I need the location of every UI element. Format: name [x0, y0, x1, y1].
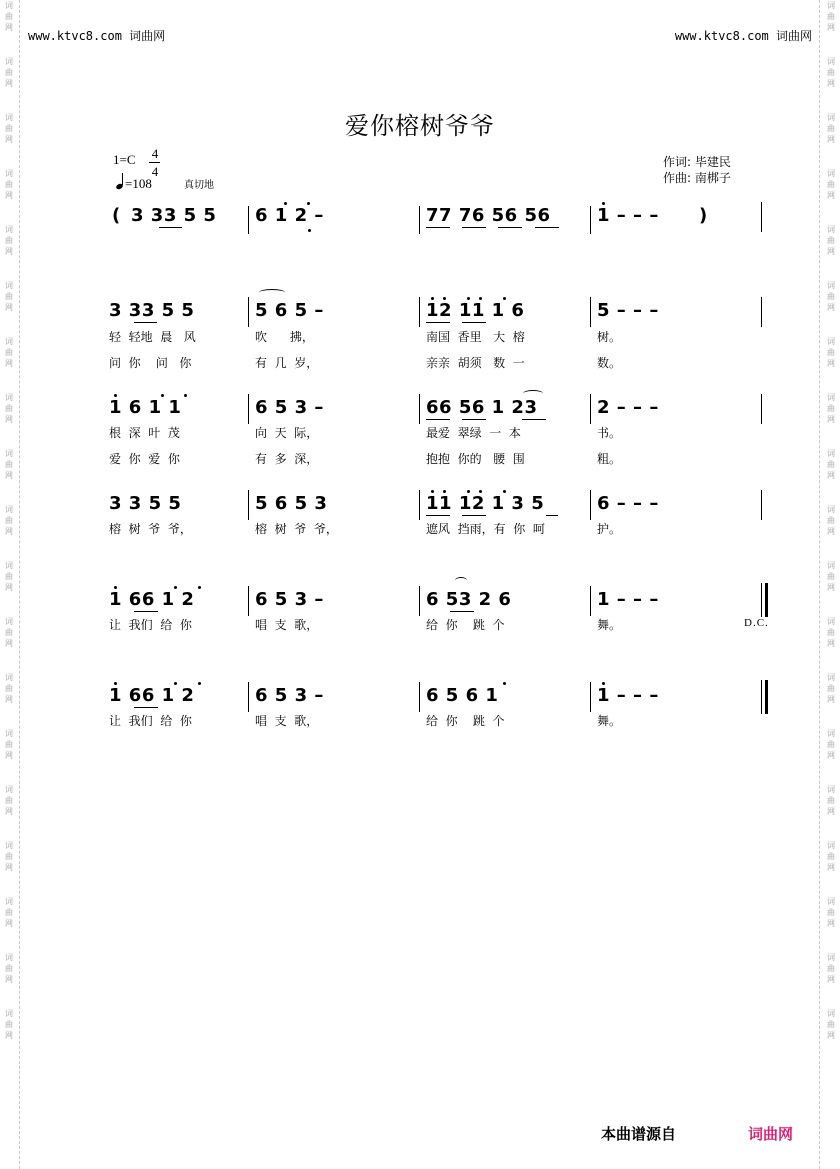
barline: [761, 297, 762, 327]
intro-measure-2: 6 1 2 –: [255, 205, 324, 226]
line1-lyric-v2-m1: 问 你 问 你: [109, 356, 192, 370]
line2-measure-4: 2 – – –: [597, 397, 659, 418]
watermark-text: 词 曲 网: [5, 673, 13, 704]
tie-slur: [523, 390, 543, 397]
watermark-text: 词 曲 网: [5, 281, 13, 312]
intro-close-paren: ): [699, 205, 708, 226]
watermark-text: 词 曲 网: [5, 169, 13, 200]
tie-slur: [259, 289, 285, 296]
line3-lyric-v1-m3: 遮风 挡雨，有 你 呵: [426, 522, 545, 536]
watermark-text: 词 曲 网: [827, 617, 835, 648]
final-barline-thin: [761, 680, 762, 714]
watermark-text: 词 曲 网: [5, 953, 13, 984]
barline: [761, 490, 762, 520]
tie-slur: [455, 577, 467, 584]
composer-credit: 作曲: 南梆子: [663, 171, 731, 185]
barline: [248, 490, 249, 520]
watermark-text: 词 曲 网: [827, 337, 835, 368]
line2-lyric-v1-m2: 向 天 际，: [255, 426, 319, 440]
line2-lyric-v2-m1: 爱 你 爱 你: [109, 452, 180, 466]
line1-lyric-v2-m4: 数。: [597, 356, 622, 370]
barline: [248, 297, 249, 327]
line3-measure-3: 11 12 1 3 5: [426, 493, 545, 514]
watermark-text: 词 曲 网: [827, 225, 835, 256]
intro-measure-4: 1 – – –: [597, 205, 659, 226]
page-edge-right: [819, 0, 820, 1169]
line5-measure-3: 6 5 6 1: [426, 685, 499, 706]
watermark-text: 词 曲 网: [5, 785, 13, 816]
line3-lyric-v1-m4: 护。: [597, 522, 622, 536]
watermark-column-right: [824, 0, 838, 1064]
tempo-marking: [116, 176, 152, 192]
watermark-text: 词 曲 网: [827, 169, 835, 200]
watermark-text: 词 曲 网: [827, 1009, 835, 1040]
watermark-text: 词 曲 网: [5, 393, 13, 424]
watermark-text: 词 曲 网: [5, 1009, 13, 1040]
watermark-column-left: [2, 0, 16, 1064]
line1-lyric-v1-m1: 轻 轻地 晨 风: [109, 330, 196, 344]
watermark-text: 词 曲 网: [827, 113, 835, 144]
watermark-text: 词 曲 网: [5, 617, 13, 648]
watermark-text: 词 曲 网: [5, 561, 13, 592]
line2-lyric-v1-m1: 根 深 叶 茂: [109, 426, 180, 440]
barline: [590, 394, 591, 424]
barline: [419, 206, 420, 234]
line2-lyric-v2-m2: 有 多 深，: [255, 452, 319, 466]
watermark-text: 词 曲 网: [827, 505, 835, 536]
barline: [248, 394, 249, 424]
watermark-text: 词 曲 网: [827, 785, 835, 816]
watermark-text: 词 曲 网: [5, 449, 13, 480]
barline: [248, 586, 249, 616]
line1-measure-4: 5 – – –: [597, 300, 659, 321]
time-signature-bottom: 4: [151, 164, 159, 179]
line1-lyric-v1-m2: 吹 拂，: [255, 330, 314, 344]
line5-measure-1: 1 66 1 2: [109, 685, 195, 706]
line3-lyric-v1-m2: 榕 树 爷 爷，: [255, 522, 338, 536]
watermark-text: 词 曲 网: [5, 729, 13, 760]
final-barline-thick: [765, 583, 768, 617]
line5-measure-4: 1 – – –: [597, 685, 659, 706]
line4-measure-2: 6 5 3 –: [255, 589, 324, 610]
watermark-text: 词 曲 网: [827, 1, 835, 32]
barline: [590, 490, 591, 520]
line2-lyric-v2-m4: 粗。: [597, 452, 622, 466]
line2-lyric-v1-m4: 书。: [597, 426, 622, 440]
watermark-text: 词 曲 网: [5, 225, 13, 256]
intro-measure-1: 3 33 5 5: [131, 205, 217, 226]
barline: [248, 682, 249, 712]
da-capo-marking: D.C.: [744, 617, 769, 629]
line4-lyric-v1-m4: 舞。: [597, 618, 622, 632]
line5-lyric-v1-m1: 让 我们 给 你: [109, 714, 192, 728]
watermark-text: 词 曲 网: [827, 841, 835, 872]
watermark-text: 词 曲 网: [5, 897, 13, 928]
barline: [590, 297, 591, 327]
line5-lyric-v1-m3: 给 你 跳 个: [426, 714, 505, 728]
lyricist-credit: 作词: 毕建民: [663, 155, 731, 169]
final-barline-thin: [761, 583, 762, 617]
time-signature-top: 4: [151, 146, 159, 161]
barline: [248, 206, 249, 234]
line1-measure-2: 5 6 5 –: [255, 300, 324, 321]
barline: [419, 490, 420, 520]
line2-measure-2: 6 5 3 –: [255, 397, 324, 418]
line3-measure-1: 3 3 5 5: [109, 493, 182, 514]
header-site-left[interactable]: www.ktvc8.com 词曲网: [28, 29, 166, 43]
page-edge-left: [19, 0, 20, 1169]
intro-open-paren: (: [112, 205, 121, 226]
barline: [590, 682, 591, 712]
barline: [761, 202, 762, 232]
footer-source-text: 本曲谱源自: [601, 1125, 677, 1143]
line1-lyric-v2-m2: 有 几 岁，: [255, 356, 319, 370]
barline: [761, 394, 762, 424]
line1-lyric-v1-m3: 南国 香里 大 榕: [426, 330, 525, 344]
line3-measure-4: 6 – – –: [597, 493, 659, 514]
line3-measure-2: 5 6 5 3: [255, 493, 328, 514]
watermark-text: 词 曲 网: [5, 841, 13, 872]
line5-lyric-v1-m2: 唱 支 歌，: [255, 714, 319, 728]
watermark-text: 词 曲 网: [827, 449, 835, 480]
line5-lyric-v1-m4: 舞。: [597, 714, 622, 728]
header-site-right[interactable]: www.ktvc8.com 词曲网: [674, 29, 812, 43]
line2-lyric-v2-m3: 抱抱 你的 腰 围: [426, 452, 525, 466]
watermark-text: 词 曲 网: [827, 561, 835, 592]
tempo-value: =108: [125, 176, 152, 191]
footer-brand-link[interactable]: 词曲网: [748, 1125, 794, 1143]
watermark-text: 词 曲 网: [827, 897, 835, 928]
line4-measure-4: 1 – – –: [597, 589, 659, 610]
watermark-text: 词 曲 网: [827, 57, 835, 88]
line5-measure-2: 6 5 3 –: [255, 685, 324, 706]
key-signature: 1=C: [113, 152, 136, 167]
line4-lyric-v1-m2: 唱 支 歌，: [255, 618, 319, 632]
watermark-text: 词 曲 网: [827, 953, 835, 984]
watermark-text: 词 曲 网: [5, 1, 13, 32]
line4-measure-3: 6 53 2 6: [426, 589, 512, 610]
line4-lyric-v1-m1: 让 我们 给 你: [109, 618, 192, 632]
time-signature-divider: [149, 162, 160, 163]
barline: [419, 682, 420, 712]
line1-lyric-v1-m4: 树。: [597, 330, 622, 344]
watermark-text: 词 曲 网: [827, 393, 835, 424]
line2-measure-3: 66 56 1 23: [426, 397, 538, 418]
line1-measure-3: 12 11 1 6: [426, 300, 525, 321]
expression-marking: 真切地: [184, 180, 214, 191]
watermark-text: 词 曲 网: [5, 505, 13, 536]
line4-measure-1: 1 66 1 2: [109, 589, 195, 610]
watermark-text: 词 曲 网: [5, 113, 13, 144]
barline: [419, 297, 420, 327]
line3-lyric-v1-m1: 榕 树 爷 爷，: [109, 522, 192, 536]
watermark-text: 词 曲 网: [5, 337, 13, 368]
line4-lyric-v1-m3: 给 你 跳 个: [426, 618, 505, 632]
line2-lyric-v1-m3: 最爱 翠绿 一 本: [426, 426, 521, 440]
barline: [590, 586, 591, 616]
barline: [419, 586, 420, 616]
line1-lyric-v2-m3: 亲亲 胡须 数 一: [426, 356, 525, 370]
watermark-text: 词 曲 网: [827, 729, 835, 760]
watermark-text: 词 曲 网: [827, 281, 835, 312]
intro-measure-3: 77 76 56 56: [426, 205, 551, 226]
barline: [590, 206, 591, 234]
barline: [419, 394, 420, 424]
line1-measure-1: 3 33 5 5: [109, 300, 195, 321]
song-title: 爱你榕树爷爷: [345, 112, 495, 140]
watermark-text: 词 曲 网: [5, 57, 13, 88]
final-barline-thick: [765, 680, 768, 714]
watermark-text: 词 曲 网: [827, 673, 835, 704]
line2-measure-1: 1 6 1 1: [109, 397, 182, 418]
